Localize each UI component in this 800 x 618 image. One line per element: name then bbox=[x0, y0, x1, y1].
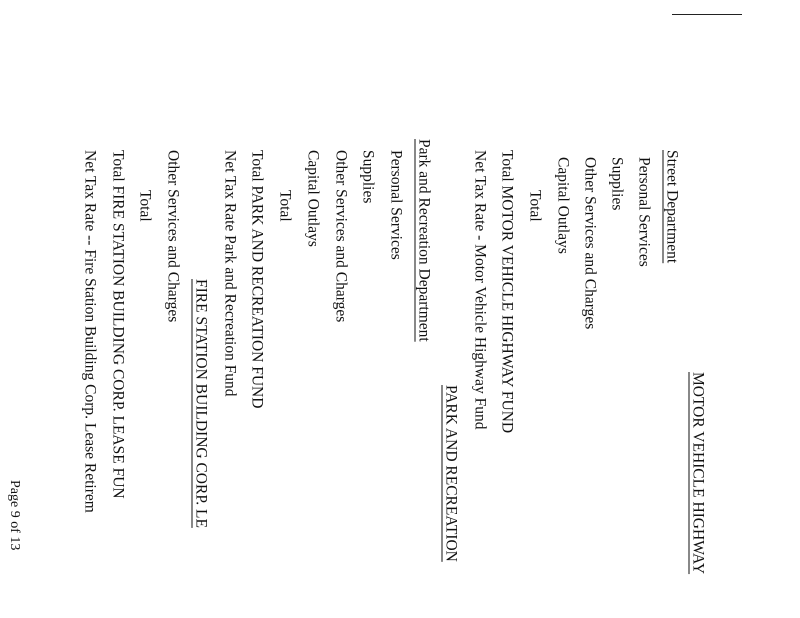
fire-station-fund-heading: FIRE STATION BUILDING CORP. LE bbox=[192, 279, 210, 528]
street-other-services: Other Services and Charges bbox=[581, 157, 599, 330]
fire-net-tax-rate: Net Tax Rate -- Fire Station Building Corp. Lease Retirem bbox=[81, 150, 99, 513]
street-total: Total bbox=[526, 190, 544, 222]
park-net-tax-rate: Net Tax Rate Park and Recreation Fund bbox=[221, 150, 239, 397]
street-department-heading: Street Department bbox=[663, 150, 681, 264]
street-capital-outlays: Capital Outlays bbox=[554, 157, 572, 254]
street-supplies: Supplies bbox=[608, 157, 626, 211]
park-personal-services: Personal Services bbox=[387, 150, 405, 260]
park-fund-heading: PARK AND RECREATION bbox=[442, 385, 460, 562]
page-number: Page 9 of 13 bbox=[7, 480, 22, 551]
fire-total: Total bbox=[136, 190, 154, 222]
park-capital-outlays: Capital Outlays bbox=[304, 150, 322, 247]
fire-fund-total: Total FIRE STATION BUILDING CORP. LEASE FUN bbox=[109, 150, 127, 499]
park-other-services: Other Services and Charges bbox=[332, 150, 350, 323]
street-personal-services: Personal Services bbox=[635, 157, 653, 267]
park-fund-total: Total PARK AND RECREATION FUND bbox=[248, 150, 266, 409]
mvh-net-tax-rate: Net Tax Rate - Motor Vehicle Highway Fund bbox=[471, 150, 489, 430]
park-department-heading: Park and Recreation Department bbox=[415, 139, 433, 342]
top-rule bbox=[672, 14, 742, 15]
park-total: Total bbox=[276, 190, 294, 222]
mvh-fund-total: Total MOTOR VEHICLE HIGHWAY FUND bbox=[498, 150, 516, 434]
fire-other-services: Other Services and Charges bbox=[164, 150, 182, 323]
mvh-fund-heading: MOTOR VEHICLE HIGHWAY bbox=[689, 372, 707, 575]
park-supplies: Supplies bbox=[359, 150, 377, 204]
